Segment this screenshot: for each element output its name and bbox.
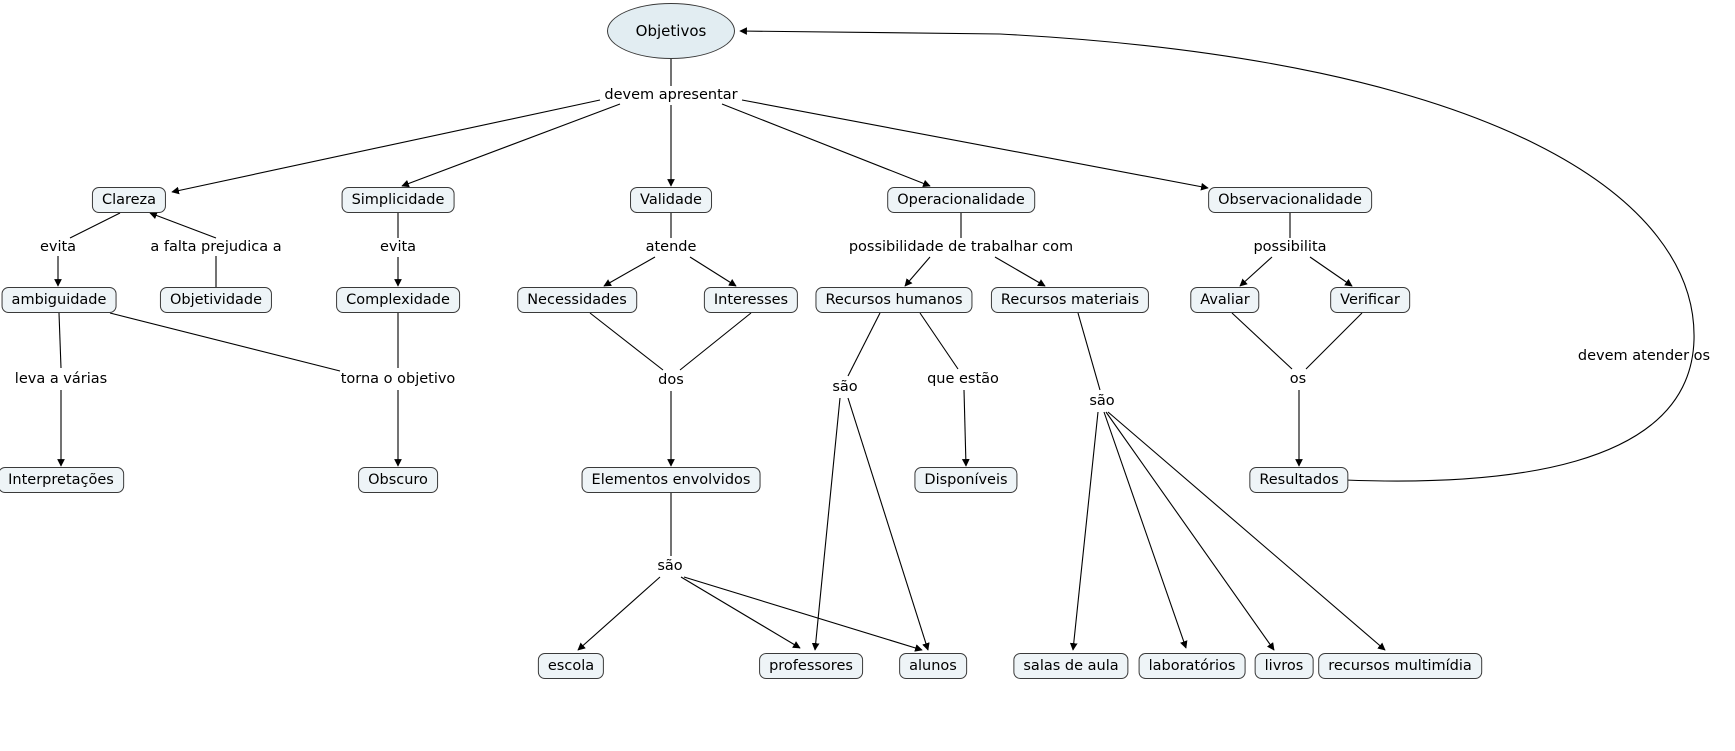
node-avaliar[interactable]: [1190, 287, 1259, 313]
node-objetividade[interactable]: [160, 287, 272, 313]
node-label: escola: [547, 657, 595, 674]
node-label: Validade: [640, 191, 702, 208]
node-label: laboratórios: [1148, 657, 1236, 674]
node-interesses[interactable]: [704, 287, 798, 313]
node-label: alunos: [909, 657, 957, 674]
edge-label-torna-o-objetivo: torna o objetivo: [340, 370, 456, 387]
node-necessidades[interactable]: [517, 287, 637, 313]
edge-label-sao-recursos-materiais: são: [1089, 392, 1115, 409]
node-label: Operacionalidade: [897, 191, 1025, 208]
node-label: Interpretações: [8, 471, 114, 488]
node-salas-de-aula[interactable]: [1013, 653, 1128, 679]
edge-label-dos: dos: [658, 371, 684, 388]
node-clareza[interactable]: [92, 187, 166, 213]
node-recursos-multimidia[interactable]: [1318, 653, 1482, 679]
node-label: livros: [1264, 657, 1304, 674]
edge-label-leva-a-varias: leva a várias: [14, 370, 108, 387]
edge-label-possibilita: possibilita: [1253, 238, 1327, 255]
node-label: professores: [769, 657, 853, 674]
node-resultados[interactable]: [1249, 467, 1348, 493]
node-label: recursos multimídia: [1328, 657, 1472, 674]
edge-label-devem-apresentar: devem apresentar: [604, 86, 738, 103]
node-label: Recursos humanos: [825, 291, 963, 308]
edge-label-evita-simplicidade: evita: [379, 238, 417, 255]
node-simplicidade[interactable]: [342, 187, 455, 213]
node-label: Recursos materiais: [1000, 291, 1140, 308]
edge-label-devem-atender-os: devem atender os: [1577, 347, 1711, 364]
node-interpretacoes[interactable]: [0, 467, 124, 493]
node-label: Avaliar: [1200, 291, 1250, 308]
node-label: Interesses: [713, 291, 789, 308]
edge-label-evita-clareza: evita: [39, 238, 77, 255]
node-label: Clareza: [101, 191, 157, 208]
node-laboratorios[interactable]: [1139, 653, 1246, 679]
node-operacionalidade[interactable]: [887, 187, 1035, 213]
node-label: Necessidades: [527, 291, 627, 308]
edge-label-atende: atende: [645, 238, 697, 255]
node-recursos-materiais[interactable]: [991, 287, 1149, 313]
edge-label-falta-prejudica: a falta prejudica a: [150, 238, 282, 255]
node-label: Disponíveis: [924, 471, 1008, 488]
node-label: Complexidade: [346, 291, 450, 308]
node-disponiveis[interactable]: [914, 467, 1017, 493]
node-label: Verificar: [1340, 291, 1400, 308]
node-label: Observacionalidade: [1218, 191, 1362, 208]
node-label: Objetividade: [169, 291, 263, 308]
edge-label-que-estao: que estão: [927, 370, 999, 387]
node-recursos-humanos[interactable]: [815, 287, 972, 313]
node-verificar[interactable]: [1330, 287, 1410, 313]
node-obscuro[interactable]: [358, 467, 438, 493]
node-objetivos[interactable]: [607, 3, 735, 59]
node-label: Simplicidade: [351, 191, 445, 208]
node-professores[interactable]: [759, 653, 863, 679]
node-label: Obscuro: [368, 471, 428, 488]
node-alunos[interactable]: [899, 653, 967, 679]
node-ambiguidade[interactable]: [2, 287, 117, 313]
edge-label-sao-recursos-humanos: são: [832, 378, 858, 395]
edge-label-os: os: [1289, 370, 1307, 387]
node-observacionalidade[interactable]: [1208, 187, 1372, 213]
node-complexidade[interactable]: [336, 287, 460, 313]
node-validade[interactable]: [630, 187, 712, 213]
node-label: Resultados: [1259, 471, 1339, 488]
node-livros[interactable]: [1255, 653, 1314, 679]
node-label: Elementos envolvidos: [591, 471, 751, 488]
node-escola[interactable]: [538, 653, 604, 679]
node-elementos-envolvidos[interactable]: [582, 467, 761, 493]
node-label: salas de aula: [1023, 657, 1119, 674]
edge-label-sao-elementos: são: [657, 557, 683, 574]
edge-label-possibilidade-trabalhar: possibilidade de trabalhar com: [848, 238, 1074, 255]
node-label: ambiguidade: [11, 291, 107, 308]
node-label: Objetivos: [635, 21, 707, 40]
